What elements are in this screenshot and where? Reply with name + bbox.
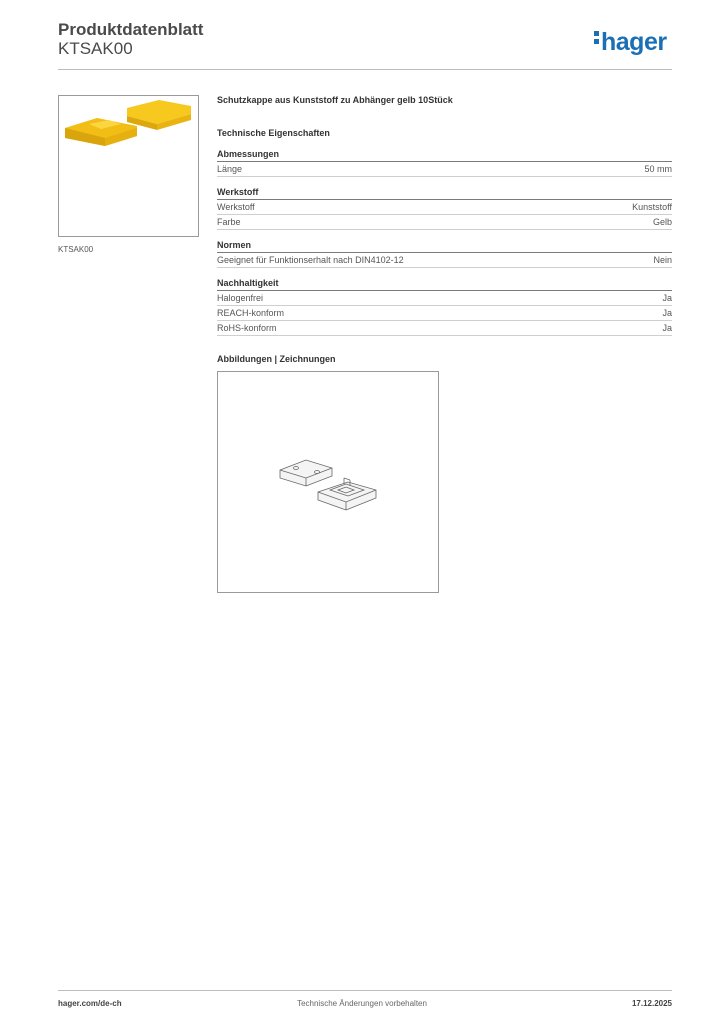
row-value: Nein [653, 255, 672, 265]
table-row [217, 291, 672, 306]
header-divider [58, 69, 672, 70]
footer-website-link[interactable]: hager.com/de-ch [58, 999, 122, 1008]
row-value: Gelb [652, 217, 672, 227]
row-label: Länge [217, 164, 243, 174]
photo-caption: KTSAK00 [58, 245, 94, 254]
footer-divider [58, 990, 672, 991]
drawing-tab-top [344, 478, 350, 480]
row-label: Geeignet für Funktionserhalt nach DIN4102-12 [217, 255, 404, 265]
row-label: Halogenfrei [217, 293, 264, 303]
technical-drawing [218, 372, 438, 592]
group-werkstoff [217, 187, 672, 230]
product-content [217, 95, 672, 593]
logo-text: hager [601, 28, 667, 56]
footer-note: Technische Änderungen vorbehalten [297, 999, 427, 1008]
row-value: Ja [662, 293, 672, 303]
table-row [217, 321, 672, 336]
group-nachhaltigkeit [217, 278, 672, 336]
group-title: Normen [217, 240, 672, 253]
table-row [217, 162, 672, 177]
table-row [217, 200, 672, 215]
row-value: Ja [662, 308, 672, 318]
drawings-heading: Abbildungen | Zeichnungen [217, 354, 336, 364]
logo-dots-icon [594, 28, 599, 47]
group-title: Werkstoff [217, 187, 672, 200]
hager-logo [594, 28, 667, 57]
group-normen [217, 240, 672, 268]
table-row [217, 253, 672, 268]
row-value: 50 mm [644, 164, 672, 174]
page-title: Produktdatenblatt [58, 20, 204, 39]
product-photo [58, 95, 199, 237]
footer-date: 17.12.2025 [631, 999, 672, 1008]
group-abmessungen [217, 149, 672, 177]
drawing-box [217, 371, 439, 593]
group-title: Nachhaltigkeit [217, 278, 672, 291]
product-description: Schutzkappe aus Kunststoff zu Abhänger gelb 10Stück [217, 95, 453, 105]
group-title: Abmessungen [217, 149, 672, 162]
row-value: Ja [662, 323, 672, 333]
drawing-hole-2 [315, 471, 320, 474]
table-row [217, 215, 672, 230]
row-label: RoHS-konform [217, 323, 277, 333]
product-code: KTSAK00 [58, 39, 133, 58]
drawing-hole-1 [294, 467, 299, 470]
row-value: Kunststoff [632, 202, 672, 212]
tech-heading: Technische Eigenschaften [217, 128, 330, 138]
yellow-cap-image [59, 96, 198, 236]
table-row [217, 306, 672, 321]
row-label: REACH-konform [217, 308, 285, 318]
row-label: Farbe [217, 217, 241, 227]
row-label: Werkstoff [217, 202, 255, 212]
